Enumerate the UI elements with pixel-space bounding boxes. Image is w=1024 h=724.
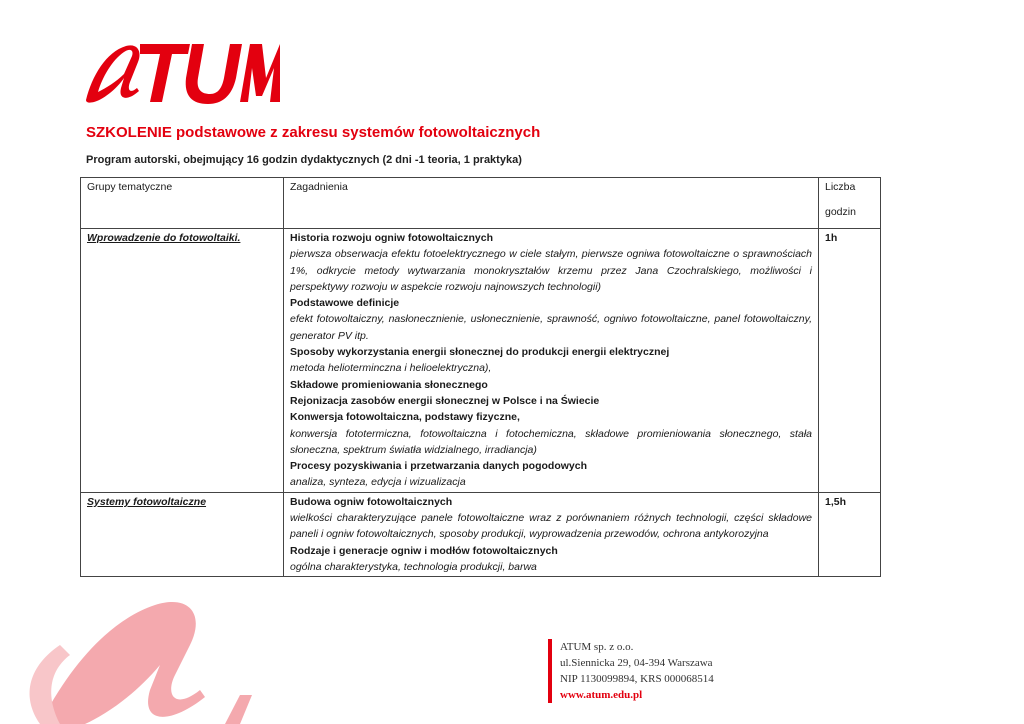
header-topics: Zagadnienia — [284, 178, 819, 229]
header-group: Grupy tematyczne — [81, 178, 284, 229]
program-table — [80, 177, 881, 577]
hours-value: 1,5h — [825, 495, 847, 508]
table-row — [81, 492, 881, 576]
footer-accent-bar — [548, 639, 552, 703]
topic-desc: efekt fotowoltaiczny, nasłonecznienie, usłonecznienie, sprawność, ogniwo fotowoltaiczne, panel fotowoltaiczny, generator PV itp. — [290, 313, 812, 342]
topic-title: Rodzaje i generacje ogniw i modłów fotowoltaicznych — [290, 544, 558, 557]
topic-title: Sposoby wykorzystania energii słonecznej do produkcji energii elektrycznej — [290, 346, 670, 359]
header-hours — [819, 178, 881, 229]
topic-desc: metoda helioterminczna i helioelektryczna), — [290, 362, 492, 375]
topic-desc: ogólna charakterystyka, technologia produkcji, barwa — [290, 560, 537, 573]
company-name: ATUM sp. z o.o. — [560, 641, 634, 653]
header-hours-line1: Liczba — [825, 181, 856, 193]
topic-desc: konwersja fototermiczna, fotowoltaiczna i fotochemiczna, składowe promieniowania słonecznego, stała słoneczna, spektrum światła widzialnego, irradiancja) — [290, 427, 812, 456]
topic-title: Podstawowe definicje — [290, 297, 400, 310]
header-hours-line2: godzin — [825, 206, 856, 219]
topic-title: Składowe promieniowania słonecznego — [290, 378, 488, 391]
topic-title: Procesy pozyskiwania i przetwarzania danych pogodowych — [290, 460, 587, 473]
group-name: Wprowadzenie do fotowoltaiki. — [87, 232, 241, 244]
topic-title: Rejonizacja zasobów energii słonecznej w Polsce i na Świecie — [290, 394, 600, 407]
topic-desc: pierwsza obserwacja efektu fotoelektrycznego w ciele stałym, pierwsze ogniwa fotowoltaiczne o sprawnościach 1%, odkrycie metody wytwarzania monokryształów krzemu przez Jana Czochralskiego, możliwości i perspektywy rozwoju w aspekcie rozwoju najnowszych technologii) — [290, 248, 812, 293]
topics-cell — [284, 229, 819, 493]
topics-cell — [284, 492, 819, 576]
document-subtitle: Program autorski, obejmujący 16 godzin dydaktycznych (2 dni -1 teoria, 1 praktyka) — [86, 154, 522, 166]
group-name: Systemy fotowoltaiczne — [87, 495, 207, 508]
hours-value: 1h — [825, 232, 838, 244]
watermark-logo — [0, 585, 300, 724]
document-title: SZKOLENIE podstawowe z zakresu systemów fotowoltaicznych — [86, 124, 541, 141]
website-link[interactable]: www.atum.edu.pl — [560, 689, 643, 701]
atum-logo — [80, 38, 280, 108]
company-footer — [560, 639, 714, 703]
topic-title: Budowa ogniw fotowoltaicznych — [290, 495, 453, 508]
topic-desc: wielkości charakteryzujące panele fotowoltaiczne wraz z porównaniem różnych technologii, części składowe paneli i ogniw fotowoltaicznych, sposoby produkcji, wyprowadzenia przewodów, ochrona antykorozyjna — [290, 512, 812, 541]
company-address: ul.Siennicka 29, 04-394 Warszawa — [560, 657, 713, 669]
topic-desc: analiza, synteza, edycja i wizualizacja — [290, 476, 466, 489]
table-row — [81, 229, 881, 493]
table-header-row — [81, 178, 881, 229]
company-ids: NIP 1130099894, KRS 000068514 — [560, 673, 714, 685]
topic-title: Konwersja fotowoltaiczna, podstawy fizyczne, — [290, 411, 520, 424]
topic-title: Historia rozwoju ogniw fotowoltaicznych — [290, 232, 494, 244]
